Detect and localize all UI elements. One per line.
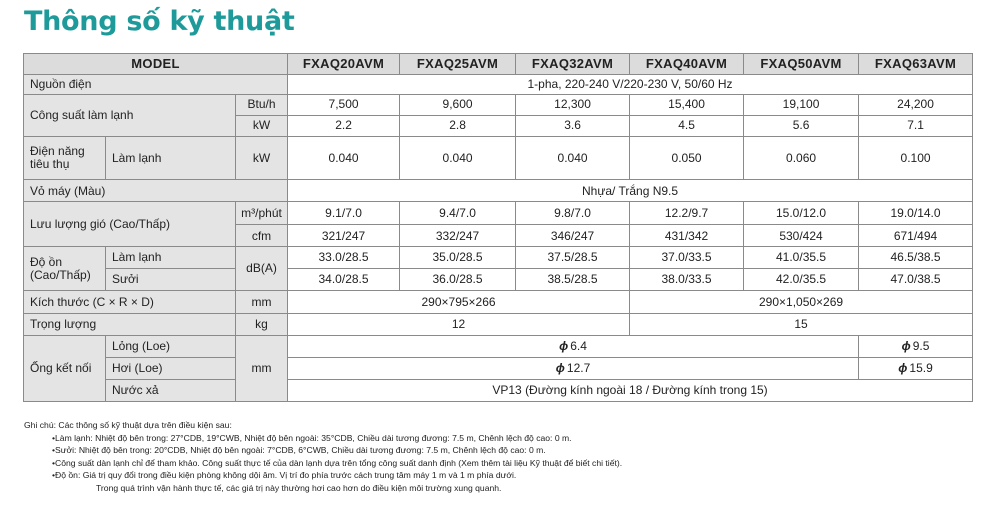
value-cell: 0.040 (400, 136, 516, 180)
piping-drain-row (24, 379, 973, 401)
model-header: FXAQ20AVM (288, 54, 400, 75)
piping-gas-label: Hơi (Loe) (106, 358, 236, 380)
piping-label: Ống kết nối (24, 336, 106, 402)
value-cell: 46.5/38.5 (859, 247, 973, 269)
value-cell: 12.2/9.7 (630, 202, 744, 225)
value-cell: VP13 (Đường kính ngoài 18 / Đường kính trong 15) (288, 379, 973, 401)
notes-head: Ghi chú: Các thông số kỹ thuật dựa trên điều kiện sau: (24, 420, 232, 430)
note-item: •Công suất dàn lạnh chỉ để tham khảo. Công suất thực tế của dàn lạnh dựa trên tổng công suất danh định (Xem thêm tài liệu Kỹ thuật để biết chi tiết). (52, 457, 623, 468)
piping-gas-row (24, 358, 973, 380)
unit-cell: mm (236, 291, 288, 314)
value-cell (859, 358, 973, 380)
value-cell: 15,400 (630, 94, 744, 115)
unit-cell: kW (236, 115, 288, 136)
value-cell (288, 358, 859, 380)
value-cell (288, 336, 859, 358)
value-cell: 0.050 (630, 136, 744, 180)
value-cell: 37.0/33.5 (630, 247, 744, 269)
value-cell: 12 (288, 314, 630, 336)
value-cell: 321/247 (288, 225, 400, 247)
value-cell: 530/424 (744, 225, 859, 247)
power-consumption-sub: Làm lạnh (106, 136, 236, 180)
note-continuation: Trong quá trình vận hành thực tế, các giá trị này thường hơi cao hơn do điều kiện môi trường xung quanh. (96, 482, 502, 493)
noise-cooling-row (24, 247, 973, 269)
spec-table (23, 53, 973, 402)
value-cell: 332/247 (400, 225, 516, 247)
power-source-label: Nguồn điện (24, 74, 288, 94)
piping-value: 6.4 (570, 339, 587, 354)
value-cell: 19,100 (744, 94, 859, 115)
piping-value: 9.5 (912, 339, 930, 354)
unit-cell: Btu/h (236, 94, 288, 115)
piping-value: 15.9 (909, 361, 933, 376)
cooling-capacity-label: Công suất làm lạnh (24, 94, 236, 136)
header-row (24, 54, 973, 75)
unit-cell: m³/phút (236, 202, 288, 225)
piping-drain-label: Nước xả (106, 379, 236, 401)
value-cell: 0.040 (516, 136, 630, 180)
value-cell: 15.0/12.0 (744, 202, 859, 225)
value-cell: 3.6 (516, 115, 630, 136)
value-cell: 290×1,050×269 (630, 291, 973, 314)
model-header: FXAQ25AVM (400, 54, 516, 75)
value-cell: 9,600 (400, 94, 516, 115)
power-source-value: 1-pha, 220-240 V/220-230 V, 50/60 Hz (288, 74, 973, 94)
unit-cell: cfm (236, 225, 288, 247)
value-cell: 9.8/7.0 (516, 202, 630, 225)
airflow-m3-row (24, 202, 973, 225)
value-cell: 346/247 (516, 225, 630, 247)
noise-heating-row (24, 269, 973, 291)
model-header: FXAQ40AVM (630, 54, 744, 75)
value-cell: 41.0/35.5 (744, 247, 859, 269)
diameter-icon: ϕ (898, 361, 908, 376)
note-item: •Độ ồn: Giá trị quy đổi trong điều kiện phòng không dội âm. Vị trí đo phía trước cách trung tâm máy 1 m và 1 m phía dưới. (52, 470, 517, 481)
value-cell: 5.6 (744, 115, 859, 136)
diameter-icon: ϕ (901, 339, 911, 354)
value-cell: 9.4/7.0 (400, 202, 516, 225)
weight-label: Trọng lượng (24, 314, 236, 336)
value-cell: 12,300 (516, 94, 630, 115)
value-cell: 0.100 (859, 136, 973, 180)
value-cell: 15 (630, 314, 973, 336)
value-cell: 671/494 (859, 225, 973, 247)
casing-row (24, 180, 973, 202)
cooling-capacity-btu-row (24, 94, 973, 115)
casing-value: Nhựa/ Trắng N9.5 (288, 180, 973, 202)
unit-cell: kW (236, 136, 288, 180)
value-cell: 19.0/14.0 (859, 202, 973, 225)
value-cell: 7.1 (859, 115, 973, 136)
value-cell (859, 336, 973, 358)
piping-value: 12.7 (566, 361, 591, 376)
value-cell: 9.1/7.0 (288, 202, 400, 225)
value-cell: 42.0/35.5 (744, 269, 859, 291)
value-cell: 0.040 (288, 136, 400, 180)
airflow-label: Lưu lượng gió (Cao/Thấp) (24, 202, 236, 247)
value-cell: 47.0/38.5 (859, 269, 973, 291)
power-consumption-label: Điện năng tiêu thụ (24, 136, 106, 180)
weight-row (24, 314, 973, 336)
value-cell: 38.5/28.5 (516, 269, 630, 291)
diameter-icon: ϕ (559, 339, 569, 354)
value-cell: 37.5/28.5 (516, 247, 630, 269)
note-item: •Làm lạnh: Nhiệt độ bên trong: 27°CDB, 19°CWB, Nhiệt độ bên ngoài: 35°CDB, Chiều dài tương đương: 7.5 m, Chênh lệch độ cao: 0 m. (52, 432, 572, 443)
value-cell: 2.2 (288, 115, 400, 136)
model-header: FXAQ63AVM (859, 54, 973, 75)
diameter-icon: ϕ (555, 361, 565, 376)
value-cell: 2.8 (400, 115, 516, 136)
piping-liquid-label: Lỏng (Loe) (106, 336, 236, 358)
value-cell: 35.0/28.5 (400, 247, 516, 269)
value-cell: 290×795×266 (288, 291, 630, 314)
casing-label: Vỏ máy (Màu) (24, 180, 288, 202)
power-consumption-row (24, 136, 973, 180)
noise-cooling-label: Làm lạnh (106, 247, 236, 269)
noise-heating-label: Sưởi (106, 269, 236, 291)
noise-label: Độ ồn (Cao/Thấp) (24, 247, 106, 291)
note-item: •Sưởi: Nhiệt độ bên trong: 20°CDB, Nhiệt độ bên ngoài: 7°CDB, 6°CWB, Chiều dài tương đương: 7.5 m, Chênh lệch độ cao: 0 m. (52, 445, 546, 456)
value-cell: 24,200 (859, 94, 973, 115)
value-cell: 34.0/28.5 (288, 269, 400, 291)
unit-cell: dB(A) (236, 247, 288, 291)
value-cell: 4.5 (630, 115, 744, 136)
value-cell: 431/342 (630, 225, 744, 247)
value-cell: 7,500 (288, 94, 400, 115)
value-cell: 36.0/28.5 (400, 269, 516, 291)
value-cell: 0.060 (744, 136, 859, 180)
unit-cell: kg (236, 314, 288, 336)
value-cell: 38.0/33.5 (630, 269, 744, 291)
notes (24, 419, 622, 495)
model-header: FXAQ32AVM (516, 54, 630, 75)
dimensions-label: Kích thước (C × R × D) (24, 291, 236, 314)
piping-liquid-row (24, 336, 973, 358)
model-header: FXAQ50AVM (744, 54, 859, 75)
power-source-row (24, 74, 973, 94)
dimensions-row (24, 291, 973, 314)
unit-cell: mm (236, 336, 288, 402)
value-cell: 33.0/28.5 (288, 247, 400, 269)
model-label: MODEL (24, 54, 288, 75)
page-title: Thông số kỹ thuật (24, 6, 295, 37)
